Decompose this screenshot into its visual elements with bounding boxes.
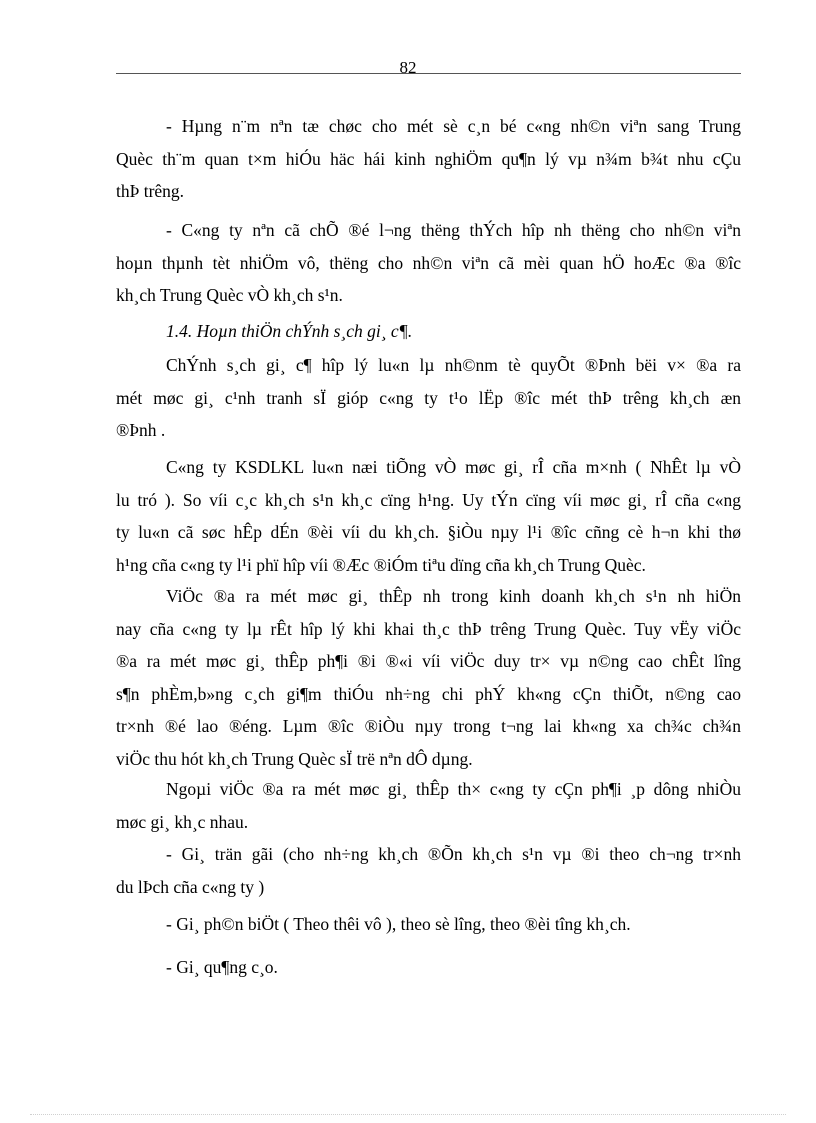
text-line: thÞ trêng. bbox=[116, 181, 185, 201]
text-line: Quèc th¨m quan t×m hiÓu häc hái kinh nghiÖm qu¶n lý vµ n¾m b¾t nhu cÇu bbox=[116, 148, 741, 169]
text-line: ViÖc ®a ra mét møc gi¸ thÊp nh trong kinh doanh kh¸ch s¹n nh hiÖn bbox=[166, 586, 741, 606]
text-line: - Hµng n¨m nªn tæ chøc cho mét sè c¸n bé c«ng nh©n viªn sang Trung bbox=[166, 116, 741, 136]
text-line: Ngoµi viÖc ®a ra mét møc gi¸ thÊp th× c«ng ty cÇn ph¶i ¸p dông nhiÒu bbox=[166, 779, 741, 799]
page-number: 82 bbox=[399, 58, 417, 77]
paragraph-5 bbox=[116, 580, 741, 775]
text-line: tr×nh ®é lao ®éng. Lµm ®îc ®iÒu nµy trong t¬ng lai kh«ng xa ch¾c ch¾n bbox=[116, 716, 741, 736]
text-line: - Gi¸ trän gãi (cho nh÷ng kh¸ch ®Õn kh¸ch s¹n vµ ®i theo ch¬ng tr×nh bbox=[166, 844, 741, 864]
text-line: s¶n phÈm,b»ng c¸ch gi¶m thiÓu nh÷ng chi phÝ kh«ng cÇn thiÕt, n©ng cao bbox=[116, 683, 741, 704]
text-line: kh¸ch Trung Quèc vÒ kh¸ch s¹n. bbox=[116, 285, 343, 305]
paragraph-9 bbox=[116, 951, 741, 984]
text-line: ®Þnh . bbox=[116, 420, 166, 440]
text-line: nay cña c«ng ty lµ rÊt hîp lý khi khai th¸c thÞ trêng Trung Quèc. Tuy vËy viÖc bbox=[116, 618, 741, 639]
header-rule bbox=[116, 73, 741, 74]
text-line: - C«ng ty nªn cã chÕ ®é l¬ng thëng thÝch hîp nh thëng cho nh©n viªn bbox=[166, 220, 741, 240]
text-line: du lÞch cña c«ng ty ) bbox=[116, 876, 265, 897]
heading-text: 1.4. Hoµn thiÖn chÝnh s¸ch gi¸ c¶. bbox=[166, 321, 413, 341]
text-line: hoµn thµnh tèt nhiÖm vô, thëng cho nh©n viªn cã mèi quan hÖ hoÆc ®a ®îc bbox=[116, 252, 741, 273]
section-heading bbox=[116, 315, 741, 348]
paragraph-3 bbox=[116, 349, 741, 447]
paragraph-7 bbox=[116, 838, 741, 903]
text-line: C«ng ty KSDLKL lu«n næi tiÕng vÒ møc gi¸ rÎ cña m×nh ( NhÊt lµ vÒ bbox=[166, 457, 741, 477]
text-line: lu tró ). So víi c¸c kh¸ch s¹n kh¸c cïng h¹ng. Uy tÝn cïng víi møc gi¸ rÎ cña c«ng bbox=[116, 489, 741, 510]
text-line: - Gi¸ qu¶ng c¸o. bbox=[166, 957, 278, 977]
paragraph-1 bbox=[116, 110, 741, 208]
paragraph-6 bbox=[116, 773, 741, 838]
text-line: mét møc gi¸ c¹nh tranh sÏ gióp c«ng ty t¹o lËp ®îc mét thÞ trêng kh¸ch æn bbox=[116, 387, 741, 408]
text-line: ®a ra mét møc gi¸ thÊp ph¶i ®i ®«i víi viÖc duy tr× vµ n©ng cao chÊt lîng bbox=[116, 651, 741, 671]
paragraph-4 bbox=[116, 451, 741, 581]
text-line: møc gi¸ kh¸c nhau. bbox=[116, 811, 249, 832]
text-line: h¹ng cña c«ng ty l¹i phï hîp víi ®Æc ®iÓm tiªu dïng cña kh¸ch Trung Quèc. bbox=[116, 554, 646, 575]
footer-divider bbox=[30, 1114, 786, 1115]
text-line: viÖc thu hót kh¸ch Trung Quèc sÏ trë nªn dÔ dµng. bbox=[116, 748, 473, 769]
text-line: ChÝnh s¸ch gi¸ c¶ hîp lý lu«n lµ nh©nm tè quyÕt ®Þnh bëi v× ®a ra bbox=[166, 355, 741, 375]
text-line: - Gi¸ ph©n biÖt ( Theo thêi vô ), theo sè lîng, theo ®èi tîng kh¸ch. bbox=[166, 914, 631, 934]
paragraph-2 bbox=[116, 214, 741, 312]
paragraph-8 bbox=[116, 908, 741, 941]
text-line: ty lu«n cã søc hÊp dÉn ®èi víi du kh¸ch. §iÒu nµy l¹i ®îc cñng cè h¬n khi thø bbox=[116, 522, 741, 542]
